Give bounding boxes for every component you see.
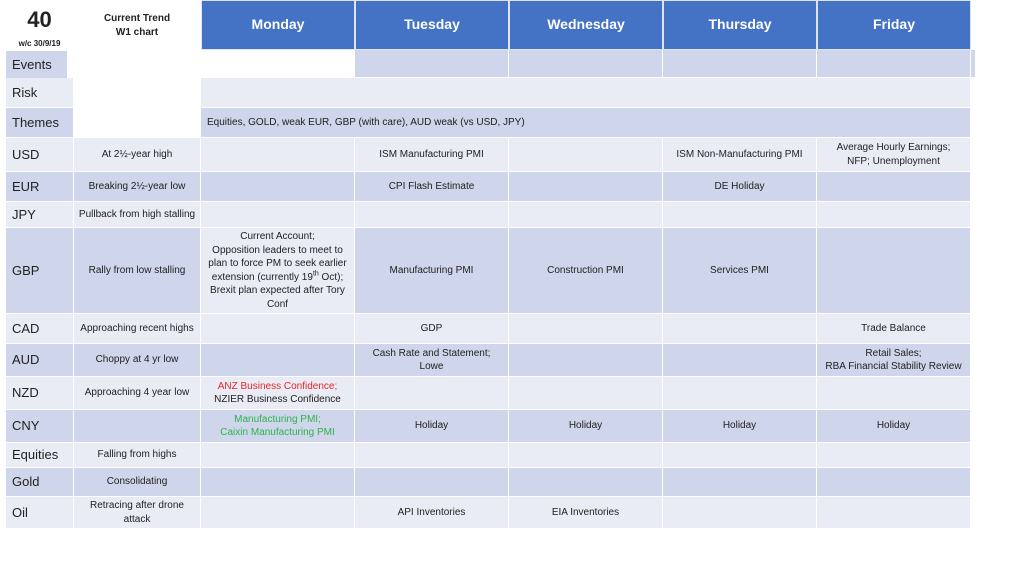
- gbp-wed: Construction PMI: [509, 228, 663, 314]
- cny-trend: [74, 410, 201, 443]
- gbp-mon: Current Account; Opposition leaders to meet to plan to force PM to seek earlier extension (currently 19th Oct); Brexit plan expected after Tory Conf: [201, 228, 355, 314]
- row-label-themes: Themes: [6, 108, 74, 138]
- gbp-thu: Services PMI: [663, 228, 817, 314]
- oil-thu: [663, 497, 817, 529]
- jpy-fri: [817, 202, 971, 228]
- row-label-risk: Risk: [6, 78, 74, 108]
- cad-mon: [201, 314, 355, 344]
- row-label-cny: CNY: [6, 410, 74, 443]
- week-number: 40: [27, 7, 52, 32]
- day-header-monday: Monday: [201, 0, 355, 50]
- gbp-fri: [817, 228, 971, 314]
- row-label-eur: EUR: [6, 172, 74, 202]
- economic-calendar-table: [6, 0, 976, 529]
- usd-trend: At 2½-year high: [74, 138, 201, 172]
- week-commencing: w/c 30/9/19: [18, 39, 61, 48]
- row-label-oil: Oil: [6, 497, 74, 529]
- row-label-gbp: GBP: [6, 228, 74, 314]
- aud-wed: [509, 344, 663, 377]
- day-header-wednesday: Wednesday: [509, 0, 663, 50]
- row-gbp: [6, 228, 976, 314]
- row-cny: [6, 410, 976, 443]
- events-thu: [817, 50, 971, 78]
- themes-text: Equities, GOLD, weak EUR, GBP (with care), AUD weak (vs USD, JPY): [201, 108, 971, 138]
- usd-thu: ISM Non-Manufacturing PMI: [663, 138, 817, 172]
- gold-wed: [509, 468, 663, 497]
- gold-mon: [201, 468, 355, 497]
- oil-trend: Retracing after drone attack: [74, 497, 201, 529]
- nzd-trend: Approaching 4 year low: [74, 377, 201, 410]
- gbp-trend: Rally from low stalling: [74, 228, 201, 314]
- equities-wed: [509, 443, 663, 468]
- day-header-friday: Friday: [817, 0, 971, 50]
- aud-fri: Retail Sales; RBA Financial Stability Review: [817, 344, 971, 377]
- row-label-aud: AUD: [6, 344, 74, 377]
- nzd-mon: ANZ Business Confidence; NZIER Business Confidence: [201, 377, 355, 410]
- eur-thu: DE Holiday: [663, 172, 817, 202]
- cny-tue: Holiday: [355, 410, 509, 443]
- aud-trend: Choppy at 4 yr low: [74, 344, 201, 377]
- jpy-tue: [355, 202, 509, 228]
- cad-tue: GDP: [355, 314, 509, 344]
- row-label-gold: Gold: [6, 468, 74, 497]
- jpy-trend: Pullback from high stalling: [74, 202, 201, 228]
- eur-fri: [817, 172, 971, 202]
- row-label-nzd: NZD: [6, 377, 74, 410]
- jpy-wed: [509, 202, 663, 228]
- eur-tue: CPI Flash Estimate: [355, 172, 509, 202]
- jpy-thu: [663, 202, 817, 228]
- jpy-mon: [201, 202, 355, 228]
- row-gold: [6, 468, 976, 497]
- themes-trend: [74, 108, 201, 138]
- events-mon: [355, 50, 509, 78]
- row-jpy: [6, 202, 976, 228]
- usd-fri: Average Hourly Earnings; NFP; Unemployment: [817, 138, 971, 172]
- eur-trend: Breaking 2½-year low: [74, 172, 201, 202]
- row-label-events: Events: [6, 51, 68, 78]
- aud-thu: [663, 344, 817, 377]
- row-eur: [6, 172, 976, 202]
- eur-wed: [509, 172, 663, 202]
- oil-mon: [201, 497, 355, 529]
- oil-fri: [817, 497, 971, 529]
- nzd-wed: [509, 377, 663, 410]
- equities-mon: [201, 443, 355, 468]
- row-equities: [6, 443, 976, 468]
- oil-wed: EIA Inventories: [509, 497, 663, 529]
- cny-fri: Holiday: [817, 410, 971, 443]
- usd-wed: [509, 138, 663, 172]
- row-aud: [6, 344, 976, 377]
- row-label-equities: Equities: [6, 443, 74, 468]
- usd-tue: ISM Manufacturing PMI: [355, 138, 509, 172]
- risk-week: [201, 78, 971, 108]
- equities-tue: [355, 443, 509, 468]
- cny-mon: Manufacturing PMI; Caixin Manufacturing PMI: [201, 410, 355, 443]
- oil-tue: API Inventories: [355, 497, 509, 529]
- row-nzd: [6, 377, 976, 410]
- equities-trend: Falling from highs: [74, 443, 201, 468]
- aud-tue: Cash Rate and Statement; Lowe: [355, 344, 509, 377]
- trend-heading: Current Trend W1 chart: [74, 0, 201, 108]
- cny-thu: Holiday: [663, 410, 817, 443]
- events-fri: [971, 50, 976, 78]
- cad-trend: Approaching recent highs: [74, 314, 201, 344]
- equities-fri: [817, 443, 971, 468]
- nzd-tue: [355, 377, 509, 410]
- gbp-tue: Manufacturing PMI: [355, 228, 509, 314]
- nzd-thu: [663, 377, 817, 410]
- eur-mon: [201, 172, 355, 202]
- cad-thu: [663, 314, 817, 344]
- cny-wed: Holiday: [509, 410, 663, 443]
- row-label-cad: CAD: [6, 314, 74, 344]
- row-usd: [6, 138, 976, 172]
- day-header-thursday: Thursday: [663, 0, 817, 50]
- events-tue: [509, 50, 663, 78]
- gold-fri: [817, 468, 971, 497]
- header-row: [6, 0, 976, 50]
- equities-thu: [663, 443, 817, 468]
- row-themes: [6, 108, 976, 138]
- row-label-usd: USD: [6, 138, 74, 172]
- cad-fri: Trade Balance: [817, 314, 971, 344]
- row-cad: [6, 314, 976, 344]
- day-header-tuesday: Tuesday: [355, 0, 509, 50]
- gold-trend: Consolidating: [74, 468, 201, 497]
- row-oil: [6, 497, 976, 529]
- gold-tue: [355, 468, 509, 497]
- gold-thu: [663, 468, 817, 497]
- cad-wed: [509, 314, 663, 344]
- usd-mon: [201, 138, 355, 172]
- nzd-fri: [817, 377, 971, 410]
- aud-mon: [201, 344, 355, 377]
- events-wed: [663, 50, 817, 78]
- row-label-jpy: JPY: [6, 202, 74, 228]
